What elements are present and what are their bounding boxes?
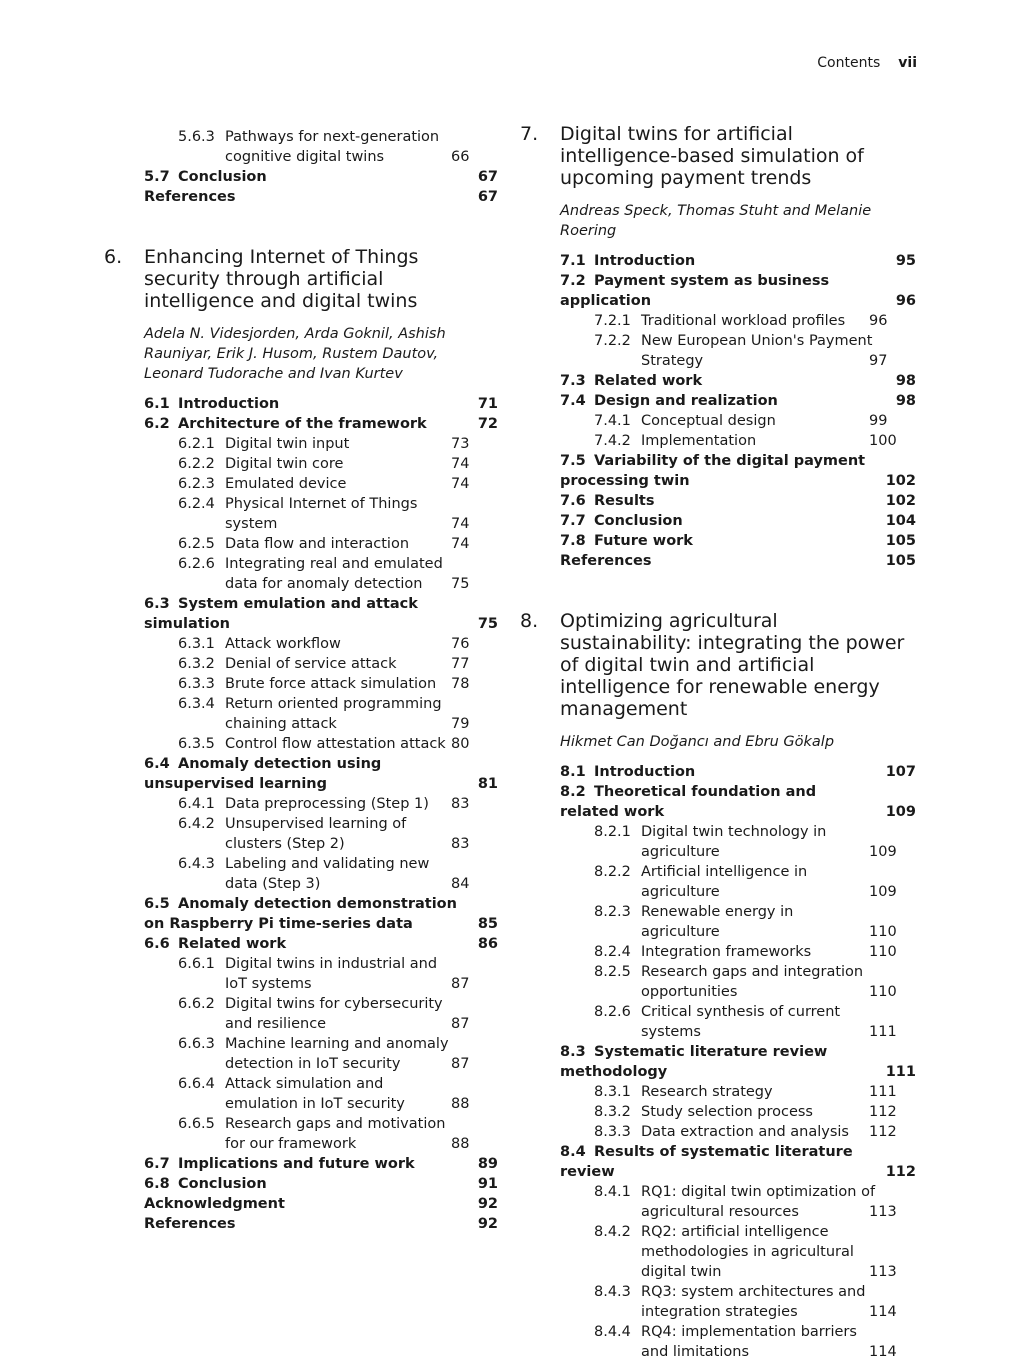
entry-page-number: 67 xyxy=(477,169,498,185)
toc-subsection-entry[interactable]: 6.2.6 Integrating real and emulated data for anomaly detection 75 xyxy=(178,556,470,592)
entry-title: Physical Internet of Things system xyxy=(225,496,418,532)
toc-section-entry[interactable] xyxy=(104,934,498,954)
toc-subsection-entry[interactable]: 6.3.5 Control flow attestation attack 80 xyxy=(178,736,470,752)
toc-subsection-entry[interactable]: 8.2.2 Artificial intelligence in agriculture 109 xyxy=(594,864,897,900)
entry-title: Conclusion xyxy=(178,169,267,185)
toc-section-entry[interactable] xyxy=(520,251,916,271)
entry-title: RQ3: system architectures and integration strategies xyxy=(641,1284,866,1320)
entry-number: 8.2.5 xyxy=(594,964,631,980)
toc-section-entry[interactable] xyxy=(520,762,916,782)
entry-page-number: 95 xyxy=(895,253,916,269)
toc-subsection-entry[interactable]: 8.3.1 Research strategy 111 xyxy=(594,1084,897,1100)
entry-number: 7.8 xyxy=(560,533,586,549)
entry-page-number: 98 xyxy=(895,393,916,409)
entry-number: 8.2.2 xyxy=(594,864,631,880)
entry-title: Denial of service attack xyxy=(225,656,397,672)
entry-page-number: 112 xyxy=(885,1164,916,1180)
toc-subsection-entry[interactable]: 7.4.1 Conceptual design 99 xyxy=(594,413,888,429)
toc-section-entry[interactable] xyxy=(104,414,498,434)
chapter-title: Optimizing agricultural sustainability: integrating the power of digital twin and artificial intelligence for renewable energy management xyxy=(560,610,905,720)
entry-title: Research gaps and integration opportunities xyxy=(641,964,864,1000)
right-column xyxy=(520,123,916,1362)
entry-title: Anomaly detection using unsupervised learning xyxy=(144,756,382,792)
entry-title: Related work xyxy=(178,936,287,952)
header-label: Contents xyxy=(817,55,881,71)
entry-title: Acknowledgment xyxy=(144,1196,285,1212)
entry-title: Conceptual design xyxy=(641,413,776,429)
entry-title: Labeling and validating new data (Step 3) xyxy=(225,856,430,892)
toc-section-entry[interactable] xyxy=(104,1154,498,1174)
entry-number: 6.4 xyxy=(144,756,170,772)
entry-page-number: 92 xyxy=(477,1196,498,1212)
entry-title: Introduction xyxy=(178,396,280,412)
entry-title: Conclusion xyxy=(594,513,683,529)
chapter-heading xyxy=(520,610,916,720)
toc-section-entry[interactable] xyxy=(520,782,916,822)
entry-title: Implications and future work xyxy=(178,1156,415,1172)
entry-number: 6.1 xyxy=(144,396,170,412)
entry-title: Machine learning and anomaly detection in IoT security xyxy=(225,1036,449,1072)
chapter-number: 7. xyxy=(520,123,539,145)
toc-subsection-entry[interactable]: 8.2.4 Integration frameworks 110 xyxy=(594,944,897,960)
entry-number: 6.3.5 xyxy=(178,736,215,752)
entry-title: Artificial intelligence in agriculture xyxy=(641,864,808,900)
entry-page-number: 102 xyxy=(885,473,916,489)
entry-title: Results xyxy=(594,493,655,509)
entry-title: Future work xyxy=(594,533,693,549)
toc-section-entry[interactable] xyxy=(104,394,498,414)
entry-page-number: 75 xyxy=(477,616,498,632)
toc-section-entry[interactable] xyxy=(104,754,498,794)
entry-title: Data extraction and analysis xyxy=(641,1124,849,1140)
toc-subsection-entry[interactable]: 6.2.2 Digital twin core 74 xyxy=(178,456,470,472)
entry-number: 7.5 xyxy=(560,453,586,469)
entry-title: Design and realization xyxy=(594,393,778,409)
toc-subsection-entry[interactable]: 7.2.1 Traditional workload profiles 96 xyxy=(594,313,888,329)
entry-title: Return oriented programming chaining attack xyxy=(225,696,442,732)
entry-number: 7.7 xyxy=(560,513,586,529)
toc-section-entry[interactable] xyxy=(520,511,916,531)
toc-subsection-entry[interactable]: 6.3.2 Denial of service attack 77 xyxy=(178,656,470,672)
toc-section-entry[interactable] xyxy=(520,491,916,511)
entry-number: 7.2.1 xyxy=(594,313,631,329)
toc-subsection-entry[interactable]: 6.2.5 Data flow and interaction 74 xyxy=(178,536,470,552)
toc-list xyxy=(104,127,498,207)
entry-number: 6.4.3 xyxy=(178,856,215,872)
toc-subsection-entry[interactable]: 6.6.1 Digital twins in industrial and IoT systems 87 xyxy=(178,956,470,992)
entry-number: 8.3.1 xyxy=(594,1084,631,1100)
entry-number: 8.2.3 xyxy=(594,904,631,920)
entry-title: Renewable energy in agriculture xyxy=(641,904,794,940)
entry-number: 5.7 xyxy=(144,169,170,185)
entry-page-number: 71 xyxy=(477,396,498,412)
toc-section-entry[interactable] xyxy=(104,894,498,934)
chapter-authors: Hikmet Can Doğancı and Ebru Gökalp xyxy=(560,734,835,750)
entry-title: RQ4: implementation barriers and limitations xyxy=(641,1324,857,1360)
entry-number: 6.3 xyxy=(144,596,170,612)
toc-subsection-entry[interactable]: 6.2.3 Emulated device 74 xyxy=(178,476,470,492)
entry-title: References xyxy=(144,189,236,205)
chapter-heading xyxy=(520,123,916,189)
toc-subsection-entry[interactable]: 5.6.3 Pathways for next-generation cognitive digital twins 66 xyxy=(178,129,470,165)
entry-number: 6.2.2 xyxy=(178,456,215,472)
entry-number: 6.6.5 xyxy=(178,1116,215,1132)
entry-number: 6.2.3 xyxy=(178,476,215,492)
chapter-authors: Adela N. Videsjorden, Arda Goknil, Ashish Rauniyar, Erik J. Husom, Rustem Dautov, Leonard Tudorache and Ivan Kurtev xyxy=(144,326,446,382)
entry-page-number: 111 xyxy=(885,1064,916,1080)
entry-page-number: 67 xyxy=(477,189,498,205)
chapter-heading xyxy=(104,246,498,312)
entry-title: Implementation xyxy=(641,433,757,449)
entry-title: References xyxy=(560,553,652,569)
entry-number: 6.2.4 xyxy=(178,496,215,512)
entry-number: 8.2.4 xyxy=(594,944,631,960)
entry-number: 8.2 xyxy=(560,784,586,800)
entry-number: 8.4 xyxy=(560,1144,586,1160)
chapter-authors: Andreas Speck, Thomas Stuht and Melanie Roering xyxy=(560,203,872,239)
entry-title: RQ1: digital twin optimization of agricultural resources xyxy=(641,1184,876,1220)
entry-page-number: 96 xyxy=(895,293,916,309)
entry-number: 8.4.4 xyxy=(594,1324,631,1340)
entry-title: Digital twins in industrial and IoT systems xyxy=(225,956,438,992)
toc-section-entry[interactable] xyxy=(520,1142,916,1182)
toc-subsection-entry[interactable]: 8.3.3 Data extraction and analysis 112 xyxy=(594,1124,897,1140)
entry-number: 8.4.3 xyxy=(594,1284,631,1300)
entry-number: 6.4.2 xyxy=(178,816,215,832)
entry-number: 6.5 xyxy=(144,896,170,912)
entry-title: Digital twin input xyxy=(225,436,350,452)
entry-number: 6.4.1 xyxy=(178,796,215,812)
entry-page-number: 86 xyxy=(477,936,498,952)
toc-subsection-entry[interactable]: 6.4.2 Unsupervised learning of clusters (Step 2) 83 xyxy=(178,816,470,852)
entry-title: Brute force attack simulation xyxy=(225,676,437,692)
toc-section-entry[interactable] xyxy=(104,1174,498,1194)
entry-number: 6.2 xyxy=(144,416,170,432)
entry-title: Introduction xyxy=(594,253,696,269)
toc-section-entry[interactable] xyxy=(520,271,916,311)
chapter-number: 8. xyxy=(520,610,539,632)
entry-title: Emulated device xyxy=(225,476,347,492)
entry-title: Conclusion xyxy=(178,1176,267,1192)
entry-number: 6.2.1 xyxy=(178,436,215,452)
entry-page-number: 102 xyxy=(885,493,916,509)
toc-subsection-entry[interactable]: 8.3.2 Study selection process 112 xyxy=(594,1104,897,1120)
entry-title: References xyxy=(144,1216,236,1232)
toc-backmatter-entry[interactable] xyxy=(104,1214,498,1234)
entry-number: 6.2.5 xyxy=(178,536,215,552)
entry-page-number: 98 xyxy=(895,373,916,389)
toc-section-entry[interactable] xyxy=(104,594,498,634)
toc-section-entry[interactable] xyxy=(520,371,916,391)
toc-subsection-entry[interactable]: 7.2.2 New European Union's Payment Strategy 97 xyxy=(594,333,888,369)
entry-page-number: 81 xyxy=(477,776,498,792)
toc-subsection-entry[interactable]: 8.4.1 RQ1: digital twin optimization of agricultural resources 113 xyxy=(594,1184,897,1220)
entry-number: 8.3 xyxy=(560,1044,586,1060)
entry-number: 6.3.2 xyxy=(178,656,215,672)
entry-page-number: 89 xyxy=(477,1156,498,1172)
entry-title: Digital twin core xyxy=(225,456,344,472)
entry-number: 8.4.2 xyxy=(594,1224,631,1240)
entry-number: 6.2.6 xyxy=(178,556,215,572)
entry-title: Theoretical foundation and related work xyxy=(560,784,817,820)
toc-list xyxy=(104,394,498,1234)
entry-title: Research gaps and motivation for our framework xyxy=(225,1116,446,1152)
toc-backmatter-entry[interactable] xyxy=(104,1194,498,1214)
entry-page-number: 92 xyxy=(477,1216,498,1232)
entry-number: 7.4.2 xyxy=(594,433,631,449)
entry-title: Variability of the digital payment processing twin xyxy=(560,453,866,489)
entry-page-number: 105 xyxy=(885,533,916,549)
entry-page-number: 109 xyxy=(885,804,916,820)
toc-subsection-entry[interactable]: 6.3.1 Attack workflow 76 xyxy=(178,636,470,652)
entry-title: Research strategy xyxy=(641,1084,773,1100)
entry-number: 6.6.3 xyxy=(178,1036,215,1052)
entry-title: Data preprocessing (Step 1) xyxy=(225,796,429,812)
entry-number: 8.2.6 xyxy=(594,1004,631,1020)
entry-page-number: 105 xyxy=(885,553,916,569)
entry-number: 6.6.2 xyxy=(178,996,215,1012)
entry-number: 8.1 xyxy=(560,764,586,780)
toc-subsection-entry[interactable]: 8.2.6 Critical synthesis of current systems 111 xyxy=(594,1004,897,1040)
toc-section-entry[interactable] xyxy=(520,391,916,411)
entry-title: Critical synthesis of current systems xyxy=(641,1004,841,1040)
toc-subsection-entry[interactable]: 6.6.4 Attack simulation and emulation in IoT security 88 xyxy=(178,1076,470,1112)
entry-number: 8.4.1 xyxy=(594,1184,631,1200)
toc-section-entry[interactable] xyxy=(520,531,916,551)
entry-number: 7.1 xyxy=(560,253,586,269)
chapter-number: 6. xyxy=(104,246,123,268)
toc-subsection-entry[interactable]: 6.2.1 Digital twin input 73 xyxy=(178,436,470,452)
entry-page-number: 104 xyxy=(885,513,916,529)
entry-title: System emulation and attack simulation xyxy=(144,596,418,632)
entry-number: 6.6.4 xyxy=(178,1076,215,1092)
toc-section-entry[interactable] xyxy=(520,451,916,491)
entry-number: 6.8 xyxy=(144,1176,170,1192)
toc-subsection-entry[interactable]: 6.6.5 Research gaps and motivation for our framework 88 xyxy=(178,1116,470,1152)
entry-number: 6.3.3 xyxy=(178,676,215,692)
entry-title: New European Union's Payment Strategy xyxy=(641,333,873,369)
entry-number: 7.2 xyxy=(560,273,586,289)
entry-number: 6.7 xyxy=(144,1156,170,1172)
toc-subsection-entry[interactable]: 8.4.3 RQ3: system architectures and integration strategies 114 xyxy=(594,1284,897,1320)
entry-title: Integration frameworks xyxy=(641,944,812,960)
entry-number: 7.4.1 xyxy=(594,413,631,429)
left-column xyxy=(104,127,498,1234)
toc-subsection-entry[interactable]: 6.6.2 Digital twins for cybersecurity and resilience 87 xyxy=(178,996,470,1032)
entry-title: Integrating real and emulated data for anomaly detection xyxy=(225,556,443,592)
toc-backmatter-entry[interactable] xyxy=(104,187,498,207)
toc-subsection-entry[interactable]: 8.2.1 Digital twin technology in agriculture 109 xyxy=(594,824,897,860)
entry-number: 6.6.1 xyxy=(178,956,215,972)
toc-subsection-entry[interactable]: 8.4.2 RQ2: artificial intelligence methodologies in agricultural digital twin 113 xyxy=(594,1224,897,1280)
entry-title: Introduction xyxy=(594,764,696,780)
entry-number: 8.3.3 xyxy=(594,1124,631,1140)
entry-title: Pathways for next-generation cognitive digital twins xyxy=(225,129,440,165)
entry-title: Traditional workload profiles xyxy=(641,313,846,329)
entry-title: Digital twin technology in agriculture xyxy=(641,824,827,860)
toc-subsection-entry[interactable]: 8.2.5 Research gaps and integration opportunities 110 xyxy=(594,964,897,1000)
chapter-title: Digital twins for artificial intelligence-based simulation of upcoming payment trends xyxy=(560,123,864,189)
entry-page-number: 91 xyxy=(477,1176,498,1192)
toc-subsection-entry[interactable]: 6.6.3 Machine learning and anomaly detection in IoT security 87 xyxy=(178,1036,470,1072)
chapter-title: Enhancing Internet of Things security through artificial intelligence and digital twins xyxy=(144,246,419,312)
entry-number: 6.3.1 xyxy=(178,636,215,652)
entry-page-number: 85 xyxy=(477,916,498,932)
entry-title: Attack workflow xyxy=(225,636,341,652)
toc-subsection-entry[interactable]: 7.4.2 Implementation 100 xyxy=(594,433,897,449)
entry-title: Payment system as business application xyxy=(560,273,830,309)
entry-page-number: 107 xyxy=(885,764,916,780)
toc-list xyxy=(520,762,916,1362)
toc-subsection-entry[interactable]: 8.2.3 Renewable energy in agriculture 110 xyxy=(594,904,897,940)
entry-title: Systematic literature review methodology xyxy=(560,1044,828,1080)
entry-title: Anomaly detection demonstration on Raspberry Pi time-series data xyxy=(144,896,457,932)
entry-number: 8.2.1 xyxy=(594,824,631,840)
entry-page-number: 72 xyxy=(477,416,498,432)
entry-title: RQ2: artificial intelligence methodologies in agricultural digital twin xyxy=(641,1224,854,1280)
toc-subsection-entry[interactable]: 8.4.4 RQ4: implementation barriers and limitations 114 xyxy=(594,1324,897,1360)
entry-number: 6.3.4 xyxy=(178,696,215,712)
entry-number: 5.6.3 xyxy=(178,129,215,145)
entry-title: Unsupervised learning of clusters (Step 2) xyxy=(225,816,407,852)
entry-title: Architecture of the framework xyxy=(178,416,427,432)
entry-number: 8.3.2 xyxy=(594,1104,631,1120)
toc-subsection-entry[interactable]: 6.3.3 Brute force attack simulation 78 xyxy=(178,676,470,692)
header-page-number: vii xyxy=(898,55,917,71)
toc-subsection-entry[interactable]: 6.4.3 Labeling and validating new data (Step 3) 84 xyxy=(178,856,470,892)
entry-number: 7.2.2 xyxy=(594,333,631,349)
entry-title: Related work xyxy=(594,373,703,389)
entry-number: 7.6 xyxy=(560,493,586,509)
toc-section-entry[interactable] xyxy=(104,167,498,187)
toc-subsection-entry[interactable]: 6.3.4 Return oriented programming chaining attack 79 xyxy=(178,696,470,732)
entry-number: 7.3 xyxy=(560,373,586,389)
entry-title: Data flow and interaction xyxy=(225,536,410,552)
toc-subsection-entry[interactable]: 6.4.1 Data preprocessing (Step 1) 83 xyxy=(178,796,470,812)
entry-title: Attack simulation and emulation in IoT security xyxy=(225,1076,405,1112)
entry-title: Results of systematic literature review xyxy=(560,1144,853,1180)
entry-title: Digital twins for cybersecurity and resilience xyxy=(225,996,443,1032)
toc-list xyxy=(520,251,916,571)
toc-section-entry[interactable] xyxy=(520,1042,916,1082)
toc-subsection-entry[interactable]: 6.2.4 Physical Internet of Things system 74 xyxy=(178,496,470,532)
running-header xyxy=(817,55,917,71)
entry-number: 7.4 xyxy=(560,393,586,409)
toc-backmatter-entry[interactable] xyxy=(520,551,916,571)
entry-title: Study selection process xyxy=(641,1104,813,1120)
entry-title: Control flow attestation attack xyxy=(225,736,446,752)
entry-number: 6.6 xyxy=(144,936,170,952)
